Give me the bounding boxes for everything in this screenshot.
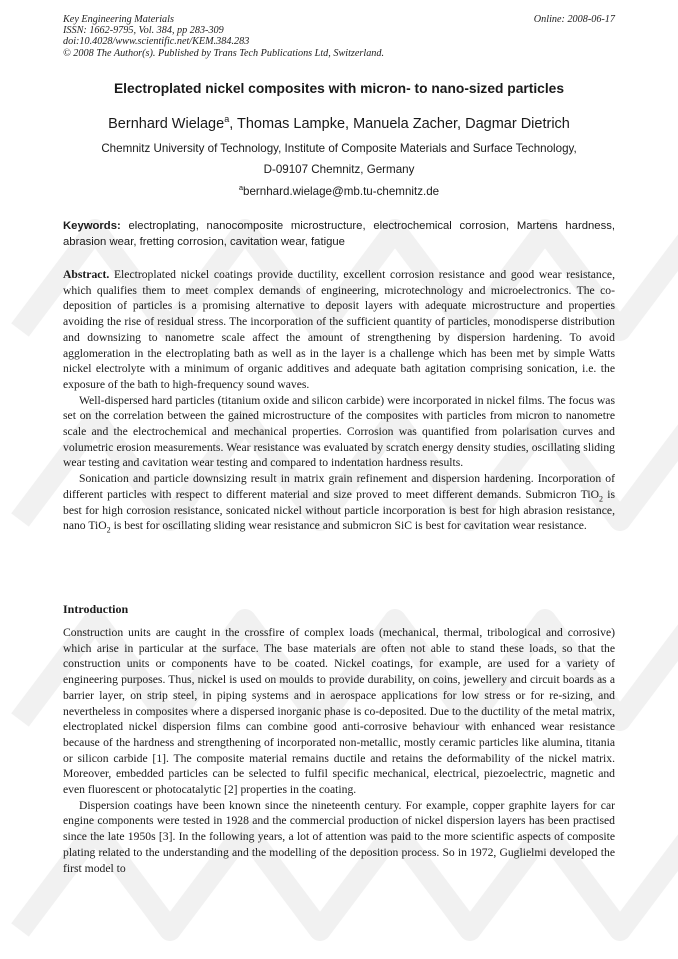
introduction-paragraph-2: Dispersion coatings have been known since the nineteenth century. For example, copper graphite layers for car engine components were tested in 1928 and the commercial production of nickel dispersion layers has been practised since the late 1950s [3]. In the following years, a lot of attention was paid to the more scientific aspects of composite plating related to the understanding and the modelling of the deposition process. So in 1972, Guglielmi developed the first model to: [63, 798, 615, 875]
abstract-paragraph-1: [63, 267, 615, 393]
affiliation-line-2: D-09107 Chemnitz, Germany: [263, 163, 415, 176]
journal-header: [63, 14, 384, 59]
abstract-paragraph-2: Well-dispersed hard particles (titanium oxide and silicon carbide) were incorporated in nickel films. The focus was set on the correlation between the gained microstructure of the composites with particles from micron to nanometre scale and the electrochemical and mechanical properties. Corrosion was quantified from polarisation curves and volumetric erosion measurements. Wear resistance was evaluated by scratch energy density studies, oscillating sliding wear testing and cavitation wear testing and compared to indentation hardness results.: [63, 393, 615, 470]
abstract-section: [63, 267, 615, 534]
subscript-2: 2: [598, 494, 603, 504]
journal-doi[interactable]: doi:10.4028/www.scientific.net/KEM.384.283: [63, 36, 250, 48]
author-first: Bernhard Wielage: [108, 115, 225, 132]
abstract-text-1: Electroplated nickel coatings provide ductility, excellent corrosion resistance and good wear resistance, which qualifies them to meet complex demands of engineering, microtechnology and microelectronics. The co-deposition of particles is a promising alternative to deposit layers with adequate microstructure and properties avoiding the rise of residual stress. The incorporation of the sufficient quantity of particles, monodisperse distribution and downsizing to nanometre scale affect the amount of strengthening by dispersion hardening. To avoid agglomeration in the electroplating bath as well as in the layer is a challenge which has been met by simple Watts nickel electrolyte with a minimum of organic additives and adequate bath agitation comprising sonication, i.e. the exposure of the bath to high-frequency sound waves.: [63, 268, 615, 391]
author-email[interactable]: bernhard.wielage@mb.tu-chemnitz.de: [243, 184, 440, 198]
author-rest: , Thomas Lampke, Manuela Zacher, Dagmar Dietrich: [229, 115, 570, 132]
abstract-text-3c: is best for oscillating sliding wear resistance and submicron SiC is best for cavitation wear resistance.: [110, 519, 587, 533]
online-date: Online: 2008-06-17: [533, 14, 615, 25]
paper-title: Electroplated nickel composites with micron- to nano-sized particles: [113, 81, 565, 96]
abstract-label: Abstract.: [63, 268, 110, 281]
abstract-text-3b: is best for high corrosion resistance, sonicated nickel without particle incorporation is best for high abrasion resistance, nano TiO: [63, 487, 615, 533]
journal-copyright: © 2008 The Author(s). Published by Trans Tech Publications Ltd, Switzerland.: [63, 47, 385, 59]
author-superscript: a: [224, 114, 230, 124]
journal-name: Key Engineering Materials: [63, 14, 174, 25]
keywords-section: [63, 218, 615, 250]
journal-issn: ISSN: 1662-9795, Vol. 384, pp 283-309: [63, 25, 224, 37]
keywords-label: Keywords:: [63, 220, 121, 232]
author-list: [0, 114, 678, 132]
author-email-line: [0, 183, 678, 198]
abstract-paragraph-3: [63, 471, 615, 534]
keywords-text: electroplating, nanocomposite microstructure, electrochemical corrosion, Martens hardness, abrasion wear, fretting corrosion, cavitation wear, fatigue: [63, 220, 615, 248]
abstract-text-3a: Sonication and particle downsizing result in matrix grain refinement and dispersion hardening. Incorporation of different particles with respect to different material and size proved to meet different demands. Submicron TiO: [63, 472, 615, 501]
email-superscript: a: [238, 183, 244, 192]
introduction-paragraph-1: Construction units are caught in the crossfire of complex loads (mechanical, thermal, tribological and corrosive) which arise in particular at the surface. The base materials are often not able to stand these loads, so that the construction units or components have to be coated. Nickel coatings, for example, are used for a variety of engineering purposes. Thus, nickel is used on moulds to provide durability, on coins, jewellery and circuit boards as a barrier layer, on strip steel, in piping systems and in aerospace applications for low stress or for re-sizing, and nevertheless in composites where a dispersed inorganic phase is co-deposited. Due to the ductility of the metal matrix, electroplated nickel dispersion films can combine good anti-corrosive behaviour with enhanced wear resistance because of the hardness and strengthening of incorporated non-metallic, mostly ceramic particles like alumina, titania or silicon carbide [1]. The composite material remains ductile and retains the deformability of the nickel matrix. Moreover, embedded particles can be selected to fulfil specific mechanical, electrical, piezoelectric, magnetic and even fluorescent or photocatalytic [2] properties in the coating.: [63, 626, 615, 797]
subscript-2: 2: [106, 525, 111, 535]
introduction-section: [63, 625, 615, 876]
affiliation-line-1: Chemnitz University of Technology, Institute of Composite Materials and Surface Technology,: [101, 142, 577, 155]
introduction-heading: Introduction: [63, 602, 129, 616]
